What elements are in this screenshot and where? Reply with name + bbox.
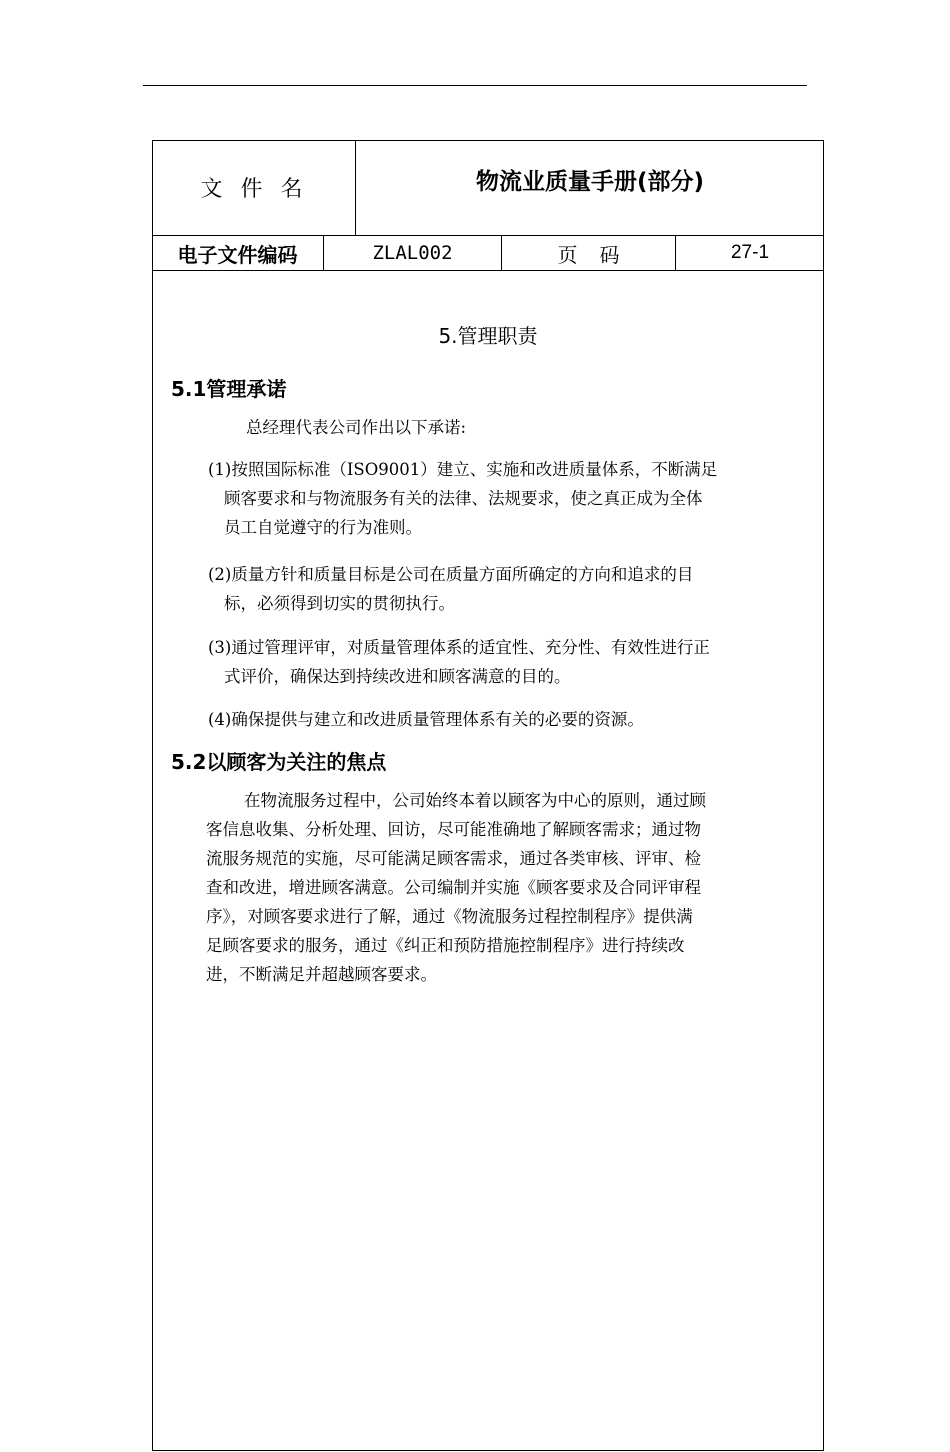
code-label: 电子文件编码 [152,236,324,270]
doc-name-label: 文件名 [152,140,356,235]
page-label: 页码 [502,236,676,270]
item-2-line-2: 标，必须得到切实的贯彻执行。 [224,594,455,613]
commitment-item-4 [208,705,644,734]
page-value: 27-1 [730,242,770,263]
item-3-line-1: (3)通过管理评审，对质量管理体系的适宜性、充分性、有效性进行正 [208,638,710,657]
item-1-line-1: (1)按照国际标准（ISO9001）建立、实施和改进质量体系，不断满足 [208,460,718,479]
section-5-1-intro: 总经理代表公司作出以下承诺: [246,418,467,437]
item-3-line-2: 式评价，确保达到持续改进和顾客满意的目的。 [224,667,571,686]
s52-line-7: 进，不断满足并超越顾客要求。 [206,965,437,984]
chapter-title: 5.管理职责 [438,324,538,348]
section-5-2-paragraph [206,786,706,989]
section-5-2-title: 5.2以顾客为关注的焦点 [171,750,387,774]
item-2-line-1: (2)质量方针和质量目标是公司在质量方面所确定的方向和追求的目 [208,565,694,584]
code-value: ZLAL002 [324,236,502,270]
commitment-item-3 [208,633,710,691]
item-1-line-3: 员工自觉遵守的行为准则。 [224,518,422,537]
s52-line-3: 流服务规范的实施，尽可能满足顾客需求，通过各类审核、评审、检 [206,849,701,868]
s52-line-6: 足顾客要求的服务，通过《纠正和预防措施控制程序》进行持续改 [206,936,685,955]
s52-line-4: 查和改进，增进顾客满意。公司编制并实施《顾客要求及合同评审程 [206,878,701,897]
s52-line-1: 在物流服务过程中，公司始终本着以顾客为中心的原则，通过顾 [244,791,706,810]
s52-line-2: 客信息收集、分析处理、回访，尽可能准确地了解顾客需求；通过物 [206,820,701,839]
header-row-title [152,140,824,236]
document-body [152,271,824,1452]
commitment-item-1 [208,455,717,542]
item-4-line-1: (4)确保提供与建立和改进质量管理体系有关的必要的资源。 [208,710,644,729]
header-row-code [152,236,824,271]
item-1-line-2: 顾客要求和与物流服务有关的法律、法规要求，使之真正成为全体 [224,489,703,508]
s52-line-5: 序》，对顾客要求进行了解，通过《物流服务过程控制程序》提供满 [206,907,693,926]
commitment-item-2 [208,560,693,618]
doc-title: 物流业质量手册(部分) [475,168,705,195]
section-5-1-title: 5.1管理承诺 [171,377,287,401]
header-rule [143,85,807,86]
